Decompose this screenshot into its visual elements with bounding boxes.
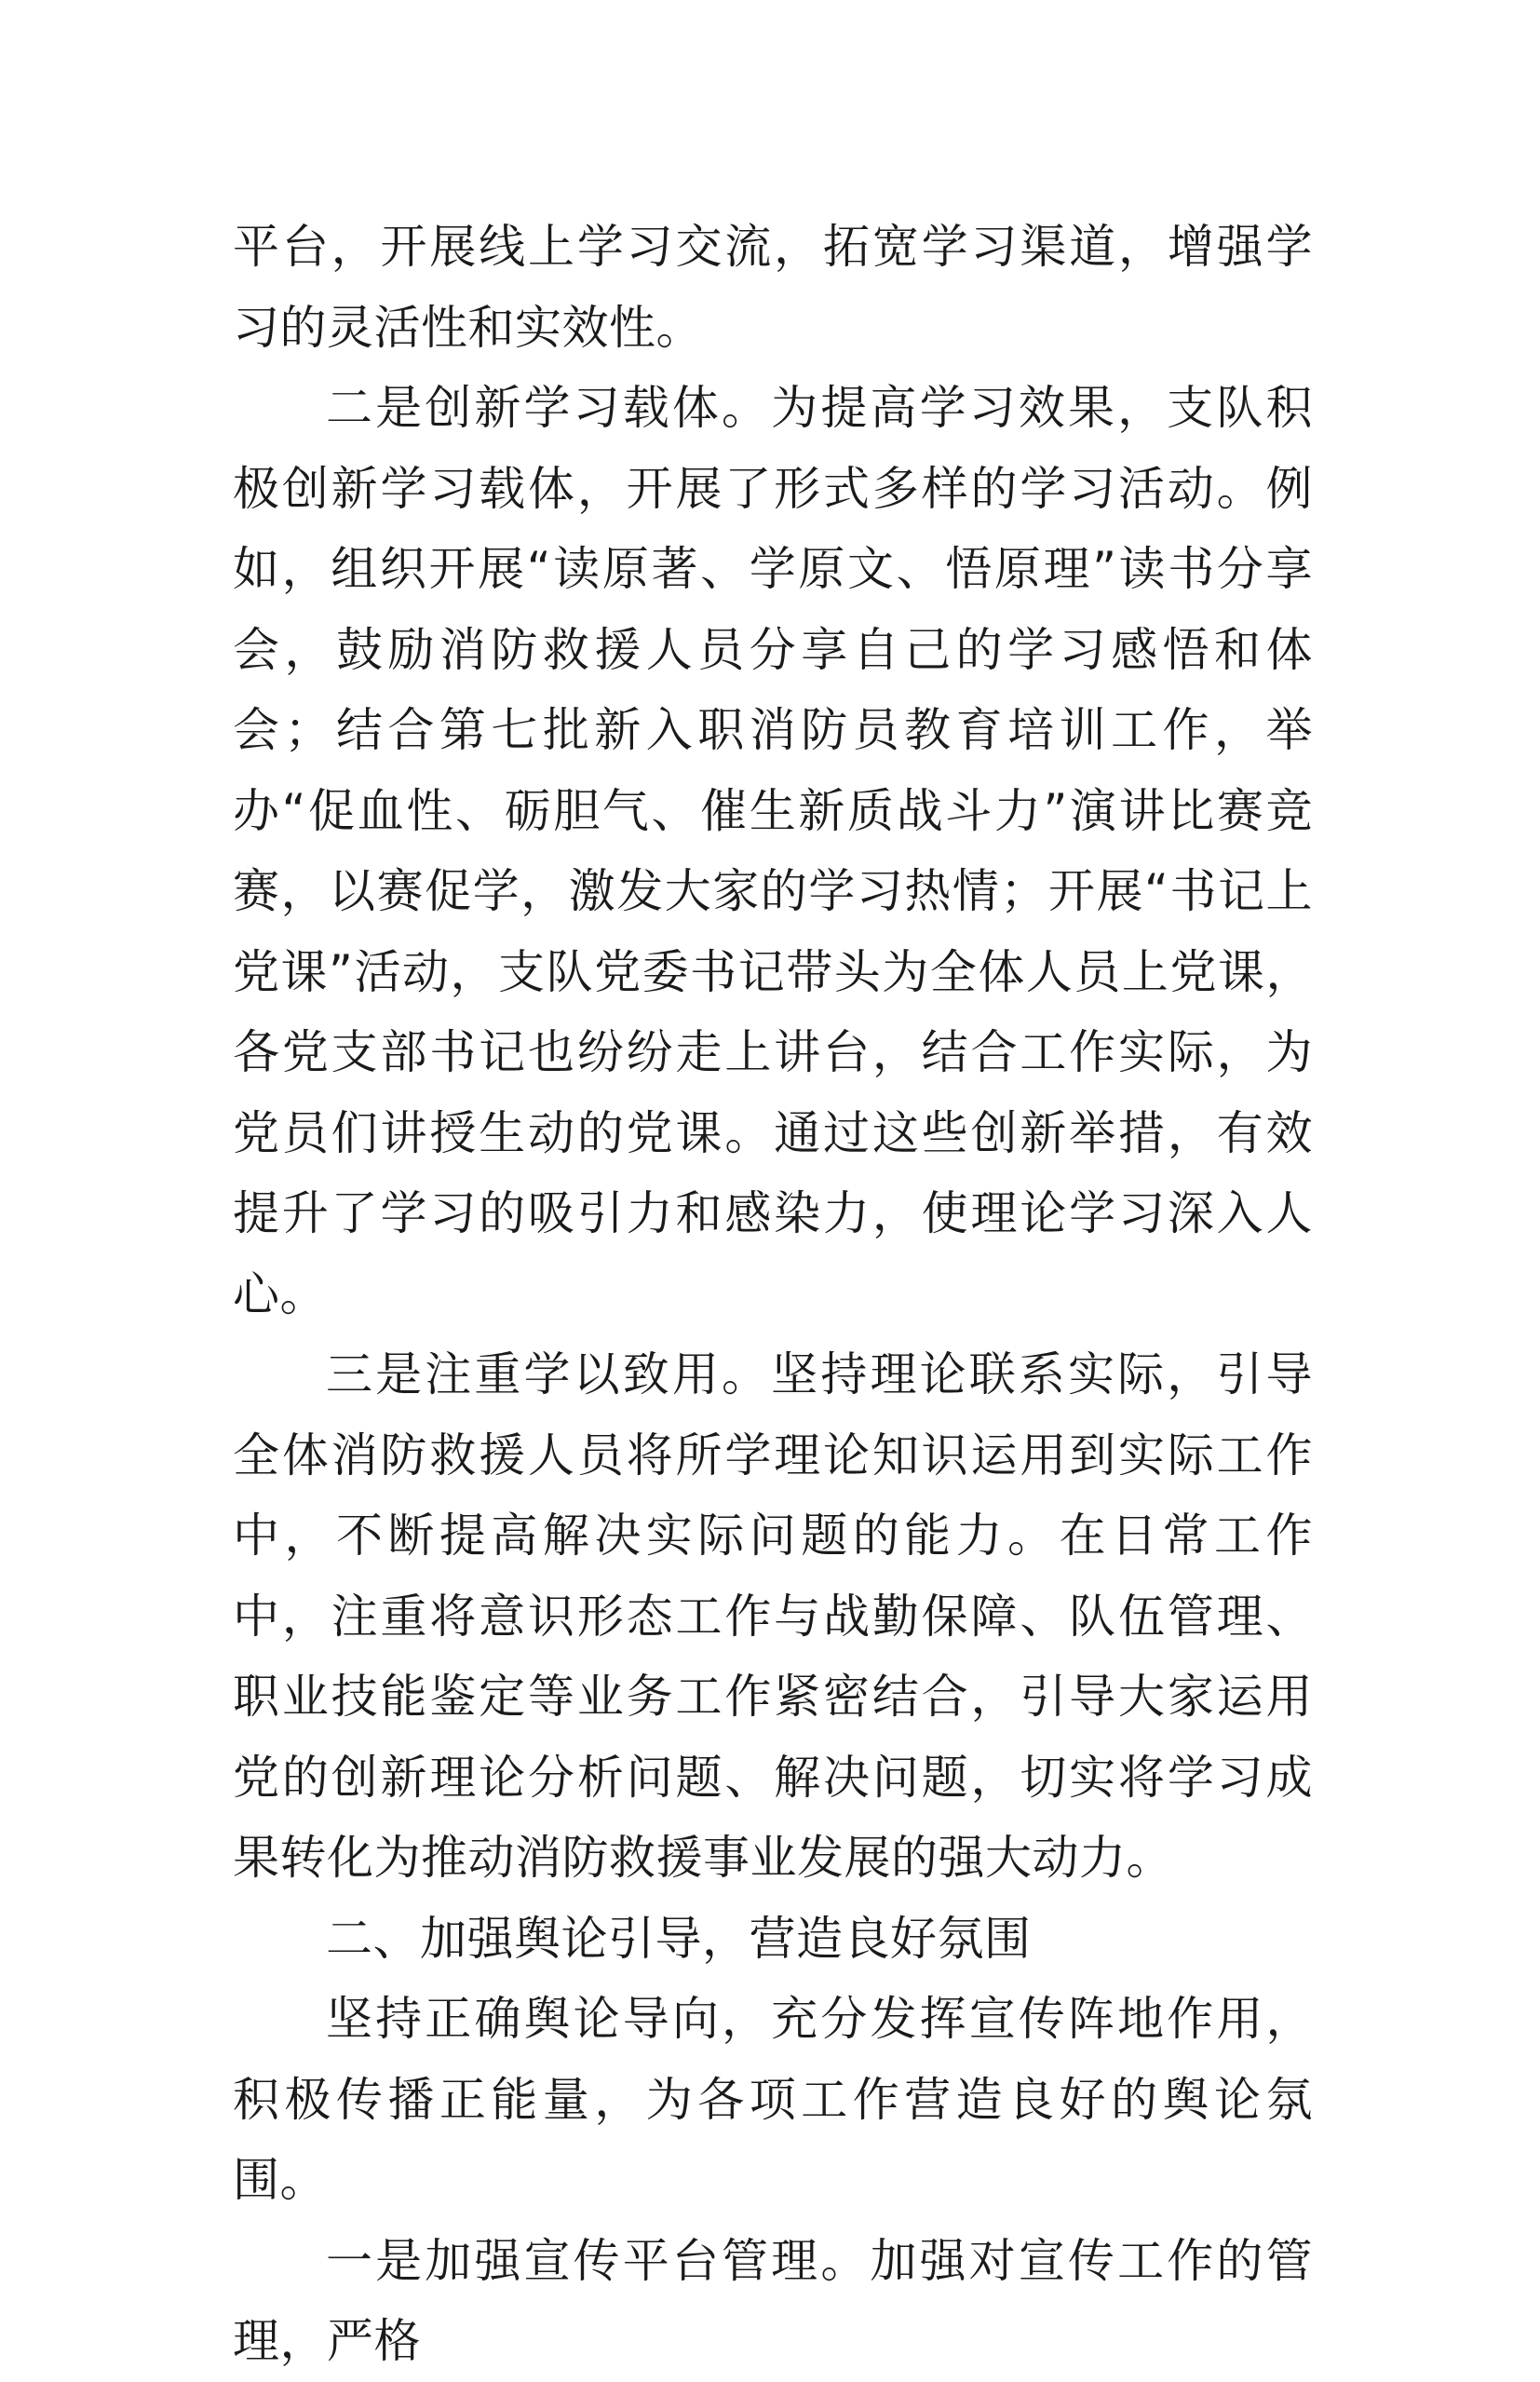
paragraph-innovate-learning-carrier: 二是创新学习载体。为提高学习效果，支队积极创新学习载体，开展了形式多样的学习活动。例如，组织开展“读原著、学原文、悟原理”读书分享会，鼓励消防救援人员分享自己的学习感悟和体会；结合第七批新入职消防员教育培训工作，举办“促血性、砺胆气、催生新质战斗力”演讲比赛竞赛，以赛促学，激发大家的学习热情；开展“书记上党课”活动，支队党委书记带头为全体人员上党课，各党支部书记也纷纷走上讲台，结合工作实际，为党员们讲授生动的党课。通过这些创新举措，有效提升了学习的吸引力和感染力，使理论学习深入人心。	[233, 381, 1313, 1321]
paragraph-publicity-platform: 一是加强宣传平台管理。加强对宣传工作的管理，严格	[233, 2233, 1313, 2368]
section-heading-public-opinion: 二、加强舆论引导，营造良好氛围	[326, 1911, 1032, 1966]
paragraph-opinion-guidance: 坚持正确舆论导向，充分发挥宣传阵地作用，积极传播正能量，为各项工作营造良好的舆论氛围。	[233, 1992, 1313, 2207]
document-body	[233, 207, 1313, 2382]
paragraph-apply-learning: 三是注重学以致用。坚持理论联系实际，引导全体消防救援人员将所学理论知识运用到实际工作中，不断提高解决实际问题的能力。在日常工作中，注重将意识形态工作与战勤保障、队伍管理、职业技能鉴定等业务工作紧密结合，引导大家运用党的创新理论分析问题、解决问题，切实将学习成果转化为推动消防救援事业发展的强大动力。	[233, 1347, 1313, 1885]
paragraph-continuation: 平台，开展线上学习交流，拓宽学习渠道，增强学习的灵活性和实效性。	[233, 220, 1313, 355]
